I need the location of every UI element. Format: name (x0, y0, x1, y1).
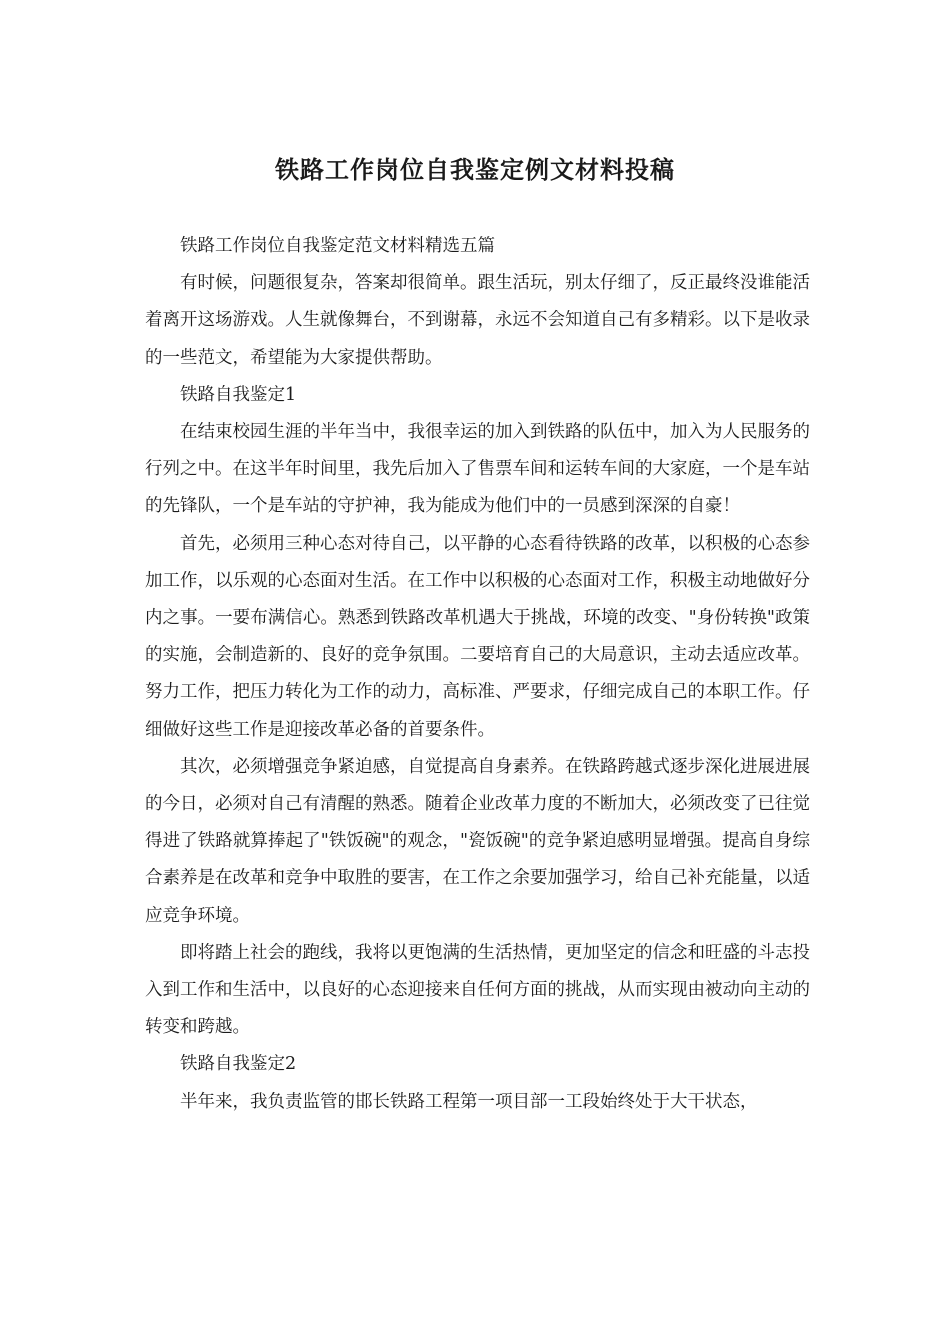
body-paragraph: 首先，必须用三种心态对待自己，以平静的心态看待铁路的改革，以积极的心态参加工作，以乐观的心态面对生活。在工作中以积极的心态面对工作，积极主动地做好分内之事。一要布满信心。熟悉到铁路改革机遇大于挑战，环境的改变、"身份转换"政策的实施，会制造新的、良好的竞争氛围。二要培育自己的大局意识，主动去适应改革。努力工作，把压力转化为工作的动力，高标准、严要求，仔细完成自己的本职工作。仔细做好这些工作是迎接改革必备的首要条件。 (145, 533, 810, 740)
section-heading-1: 铁路自我鉴定1 (180, 384, 297, 405)
document-body (145, 228, 810, 1121)
body-paragraph: 即将踏上社会的跑线，我将以更饱满的生活热情，更加坚定的信念和旺盛的斗志投入到工作和生活中，以良好的心态迎接来自任何方面的挑战，从而实现由被动向主动的转变和跨越。 (145, 942, 810, 1038)
document-title: 铁路工作岗位自我鉴定例文材料投稿 (275, 155, 675, 184)
section-heading-2: 铁路自我鉴定2 (180, 1054, 297, 1075)
subtitle-line: 铁路工作岗位自我鉴定范文材料精选五篇 (180, 236, 495, 256)
body-paragraph: 在结束校园生涯的半年当中，我很幸运的加入到铁路的队伍中，加入为人民服务的行列之中。在这半年时间里，我先后加入了售票车间和运转车间的大家庭，一个是车站的先锋队，一个是车站的守护神，我为能成为他们中的一员感到深深的自豪！ (145, 422, 810, 517)
body-paragraph: 其次，必须增强竞争紧迫感，自觉提高自身素养。在铁路跨越式逐步深化进展进展的今日，必须对自己有清醒的熟悉。随着企业改革力度的不断加大，必须改变了已往觉得进了铁路就算捧起了"铁饭碗"的观念，"瓷饭碗"的竞争紧迫感明显增强。提高自身综合素养是在改革和竞争中取胜的要害，在工作之余要加强学习，给自己补充能量，以适应竞争环境。 (145, 756, 810, 926)
body-paragraph: 半年来，我负责监管的邯长铁路工程第一项目部一工段始终处于大干状态， (180, 1091, 758, 1112)
intro-paragraph: 有时候，问题很复杂，答案却很简单。跟生活玩，别太仔细了，反正最终没谁能活着离开这场游戏。人生就像舞台，不到谢幕，永远不会知道自己有多精彩。以下是收录的一些范文，希望能为大家提供帮助。 (145, 273, 810, 368)
